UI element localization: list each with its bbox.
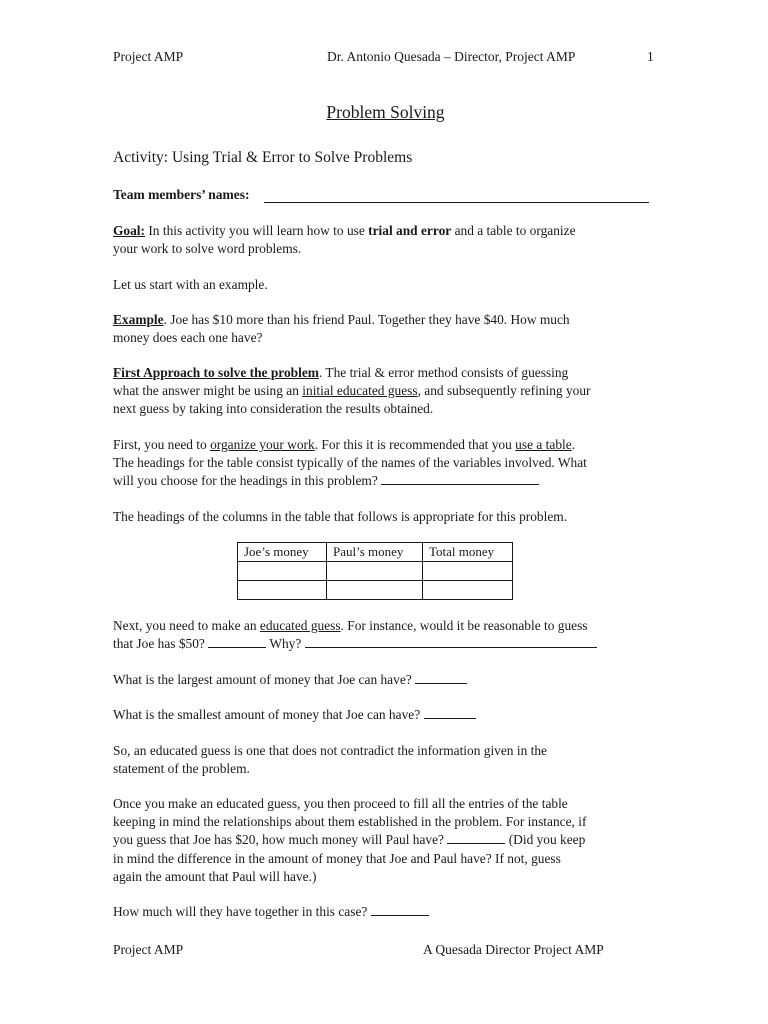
together-question-text: How much will they have together in this case? (113, 904, 368, 919)
once-text-1: Once you make an educated guess, you then proceed to fill all the entries of the table (113, 796, 568, 811)
once-text-6: again the amount that Paul will have.) (113, 868, 317, 884)
document-page (113, 0, 658, 1024)
goal-text-3: your work to solve word problems. (113, 241, 302, 257)
organize-your-work-underlined: organize your work (210, 437, 315, 452)
first-approach-text-4: next guess by taking into consideration the results obtained. (113, 401, 434, 417)
next-guess-text-2: . For instance, would it be reasonable to guess (340, 618, 588, 633)
header-total-money: Total money (423, 543, 513, 562)
initial-educated-guess-underlined: initial educated guess (302, 383, 418, 399)
table-cell[interactable] (423, 562, 513, 581)
next-guess-paragraph (113, 617, 658, 653)
goal-label: Goal: (113, 223, 145, 238)
once-text-5: in mind the difference in the amount of money that Joe and Paul have? If not, guess (113, 850, 561, 866)
header-joes-money: Joe’s money (238, 543, 327, 562)
header-left: Project AMP (113, 49, 184, 64)
once-text-3: you guess that Joe has $20, how much money will Paul have? (113, 832, 444, 848)
smallest-answer-blank[interactable] (424, 706, 476, 719)
organize-paragraph (113, 436, 658, 491)
next-guess-text-1: Next, you need to make an (113, 618, 260, 633)
intro-text: Let us start with an example. (113, 277, 268, 292)
team-members-label: Team members’ names: (113, 187, 250, 202)
first-approach-label: First Approach to solve the problem (113, 365, 319, 380)
largest-question (113, 671, 658, 689)
next-guess-text-3: that Joe has $50? (113, 636, 205, 652)
goal-paragraph (113, 222, 658, 258)
example-paragraph (113, 311, 658, 347)
goal-bold-text: trial and error (368, 223, 452, 238)
goal-text-1: In this activity you will learn how to use (145, 223, 369, 238)
together-answer-blank[interactable] (371, 903, 429, 916)
organize-text-5: will you choose for the headings in this problem? (113, 473, 378, 489)
activity-heading: Activity: Using Trial & Error to Solve Problems (113, 149, 413, 166)
table-cell[interactable] (238, 581, 327, 600)
so-text-2: statement of the problem. (113, 761, 250, 777)
why-answer-blank[interactable] (305, 635, 597, 648)
table-cell[interactable] (327, 562, 423, 581)
goal-text-2: and a table to organize (451, 223, 576, 238)
first-approach-text-3: , and subsequently refining your (417, 383, 591, 399)
reasonable-guess-blank[interactable] (208, 635, 266, 648)
together-question (113, 903, 658, 921)
organize-text-2: . For this it is recommended that you (314, 437, 516, 452)
table-row (238, 581, 513, 600)
header-center: Dr. Antonio Quesada – Director, Project AMP (327, 49, 576, 64)
footer-left: Project AMP (113, 942, 184, 957)
example-text-2: money does each one have? (113, 330, 263, 346)
page-title: Problem Solving (326, 102, 445, 122)
organize-text-1: First, you need to (113, 437, 211, 452)
table-cell[interactable] (238, 562, 327, 581)
smallest-question (113, 706, 658, 724)
headings-note: The headings of the columns in the table that follows is appropriate for this problem. (113, 509, 568, 524)
largest-question-text: What is the largest amount of money that Joe can have? (113, 672, 412, 687)
once-paragraph (113, 795, 658, 886)
footer-right: A Quesada Director Project AMP (423, 942, 604, 957)
example-text-1: . Joe has $10 more than his friend Paul. Together they have $40. How much (163, 312, 570, 327)
educated-guess-underlined: educated guess (259, 618, 341, 633)
headings-answer-blank[interactable] (381, 472, 539, 485)
team-members-blank[interactable] (264, 187, 649, 203)
once-text-2: keeping in mind the relationships about them established in the problem. For instance, if (113, 814, 587, 830)
largest-answer-blank[interactable] (415, 671, 467, 684)
use-a-table-underlined: use a table (515, 437, 572, 452)
header-page-number: 1 (647, 49, 654, 64)
organize-text-3: . (571, 437, 576, 452)
money-table (237, 542, 513, 600)
table-row (238, 562, 513, 581)
example-label: Example (113, 312, 164, 327)
smallest-question-text: What is the smallest amount of money that Joe can have? (113, 707, 421, 722)
first-approach-text-2: what the answer might be using an (113, 383, 303, 399)
table-cell[interactable] (423, 581, 513, 600)
organize-text-4: The headings for the table consist typically of the names of the variables involved. What (113, 455, 587, 471)
table-cell[interactable] (327, 581, 423, 600)
table-header-row (238, 543, 513, 562)
first-approach-text-1: . The trial & error method consists of guessing (318, 365, 569, 380)
once-text-4: (Did you keep (508, 832, 586, 848)
so-paragraph (113, 742, 658, 778)
header-pauls-money: Paul’s money (327, 543, 423, 562)
first-approach-paragraph (113, 364, 658, 419)
why-label: Why? (269, 636, 302, 652)
paul-amount-blank[interactable] (447, 831, 505, 844)
so-text-1: So, an educated guess is one that does not contradict the information given in the (113, 743, 547, 758)
